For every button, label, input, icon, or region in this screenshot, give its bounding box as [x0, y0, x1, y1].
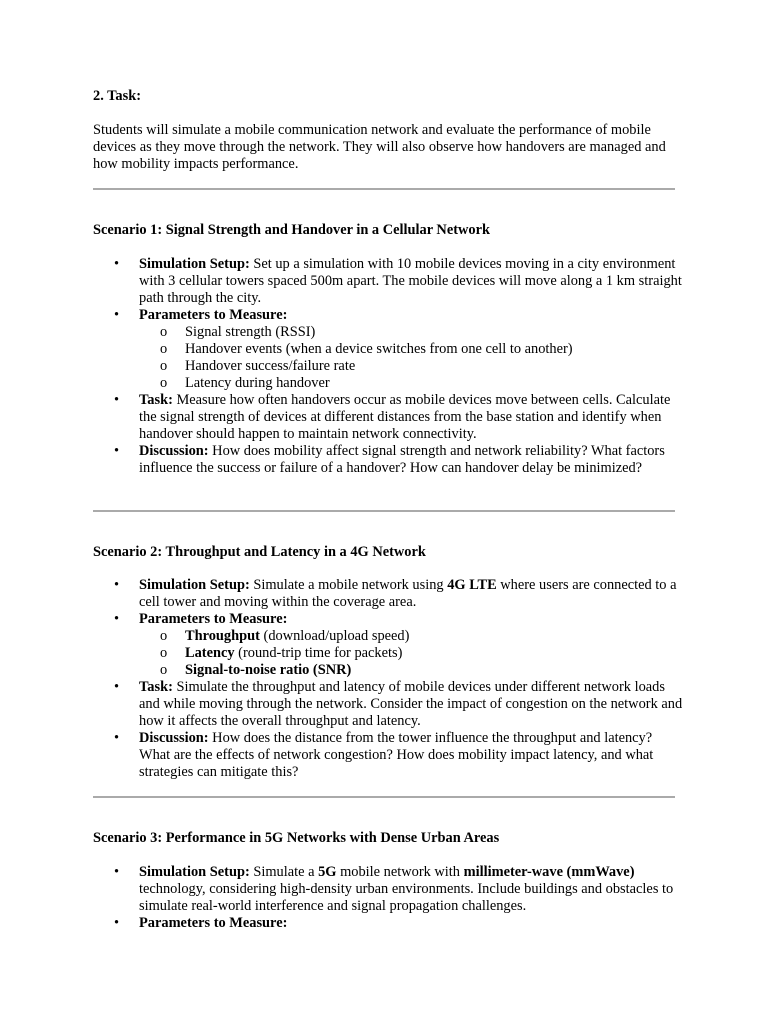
params-label: Parameters to Measure:: [139, 915, 288, 931]
list-item: [93, 307, 683, 392]
list-item: [93, 577, 683, 611]
setup-emphasis: 5G: [318, 864, 337, 880]
setup-text: mobile network with: [336, 864, 464, 880]
bullet: •: [114, 915, 120, 931]
params-list: [139, 324, 683, 392]
setup-label: Simulation Setup:: [139, 577, 250, 593]
setup-text: technology, considering high-density urban environments. Include buildings and obstacles to simulate real-world interference and signal propagation challenges.: [139, 881, 674, 914]
discussion-text: How does the distance from the tower influence the throughput and latency? What are the effects of network congestion? How does mobility impact latency, and what strategies can mitigate this?: [139, 730, 654, 780]
list-item: [93, 864, 683, 915]
bullet: •: [114, 577, 120, 593]
bullet: •: [114, 392, 120, 408]
scenario1-list: [93, 256, 683, 477]
list-item: [93, 443, 683, 477]
task-text: Measure how often handovers occur as mobile devices move between cells. Calculate the signal strength of devices at different distances from the base station and identify when handover should happen to maintain network connectivity.: [139, 392, 671, 442]
list-item: [93, 730, 683, 781]
task-text: Simulate the throughput and latency of mobile devices under different network loads and while moving through the network. Consider the impact of congestion on the network and how it affects the overall throughput and latency.: [139, 679, 683, 729]
scenario1-heading: Scenario 1: Signal Strength and Handover in a Cellular Network: [93, 222, 490, 238]
sub-bullet: o: [160, 324, 168, 340]
list-item: [93, 256, 683, 307]
scenario3-heading: Scenario 3: Performance in 5G Networks with Dense Urban Areas: [93, 830, 500, 846]
list-item: [93, 392, 683, 443]
param-text: (download/upload speed): [259, 628, 410, 644]
list-item: [93, 915, 683, 932]
task-label: Task:: [139, 392, 173, 408]
sub-bullet: o: [160, 662, 168, 678]
params-label: Parameters to Measure:: [139, 611, 288, 627]
param-text: Signal strength (RSSI): [185, 324, 316, 340]
setup-label: Simulation Setup:: [139, 256, 250, 272]
task-label: Task:: [139, 679, 173, 695]
bullet: •: [114, 443, 120, 459]
sub-bullet: o: [160, 358, 168, 374]
scenario3-list: [93, 864, 683, 932]
param-item: [139, 628, 683, 645]
param-label: Throughput: [185, 628, 260, 644]
bullet: •: [114, 611, 120, 627]
setup-label: Simulation Setup:: [139, 864, 250, 880]
setup-text: Set up a simulation with 10 mobile devices moving in a city environment with 3 cellular towers spaced 500m apart. The mobile devices will move along a 1 km straight path through the city.: [139, 256, 682, 306]
sub-bullet: o: [160, 375, 168, 391]
param-item: [139, 341, 683, 358]
discussion-label: Discussion:: [139, 730, 209, 746]
bullet: •: [114, 679, 120, 695]
param-text: Handover success/failure rate: [185, 358, 356, 374]
params-list: [139, 628, 683, 679]
bullet: •: [114, 256, 120, 272]
scenario2-heading: Scenario 2: Throughput and Latency in a 4G Network: [93, 544, 426, 560]
param-item: [139, 662, 683, 679]
param-item: [139, 358, 683, 375]
divider: [93, 188, 675, 190]
sub-bullet: o: [160, 628, 168, 644]
task-intro: Students will simulate a mobile communication network and evaluate the performance of mobile devices as they move through the network. They will also observe how handovers are managed and how mobility impacts performance.: [93, 122, 666, 172]
bullet: •: [114, 730, 120, 746]
param-label: Signal-to-noise ratio (SNR): [185, 662, 352, 678]
list-item: [93, 679, 683, 730]
setup-text: where users are connected to a cell tower and moving within the coverage area.: [139, 577, 677, 610]
setup-emphasis: millimeter-wave (mmWave): [463, 864, 635, 880]
setup-emphasis: 4G LTE: [447, 577, 497, 593]
bullet: •: [114, 864, 120, 880]
params-label: Parameters to Measure:: [139, 307, 288, 323]
sub-bullet: o: [160, 341, 168, 357]
setup-text: Simulate a: [249, 864, 319, 880]
scenario2-list: [93, 577, 683, 781]
param-item: [139, 375, 683, 392]
bullet: •: [114, 307, 120, 323]
list-item: [93, 611, 683, 679]
divider: [93, 796, 675, 798]
param-item: [139, 324, 683, 341]
param-text: Latency during handover: [185, 375, 330, 391]
setup-text: Simulate a mobile network using: [249, 577, 448, 593]
param-item: [139, 645, 683, 662]
discussion-label: Discussion:: [139, 443, 209, 459]
discussion-text: How does mobility affect signal strength and network reliability? What factors influence the success or failure of a handover? How can handover delay be minimized?: [139, 443, 665, 476]
task-heading: 2. Task:: [93, 88, 141, 104]
sub-bullet: o: [160, 645, 168, 661]
param-label: Latency: [185, 645, 235, 661]
param-text: (round-trip time for packets): [234, 645, 403, 661]
divider: [93, 510, 675, 512]
param-text: Handover events (when a device switches from one cell to another): [185, 341, 573, 357]
